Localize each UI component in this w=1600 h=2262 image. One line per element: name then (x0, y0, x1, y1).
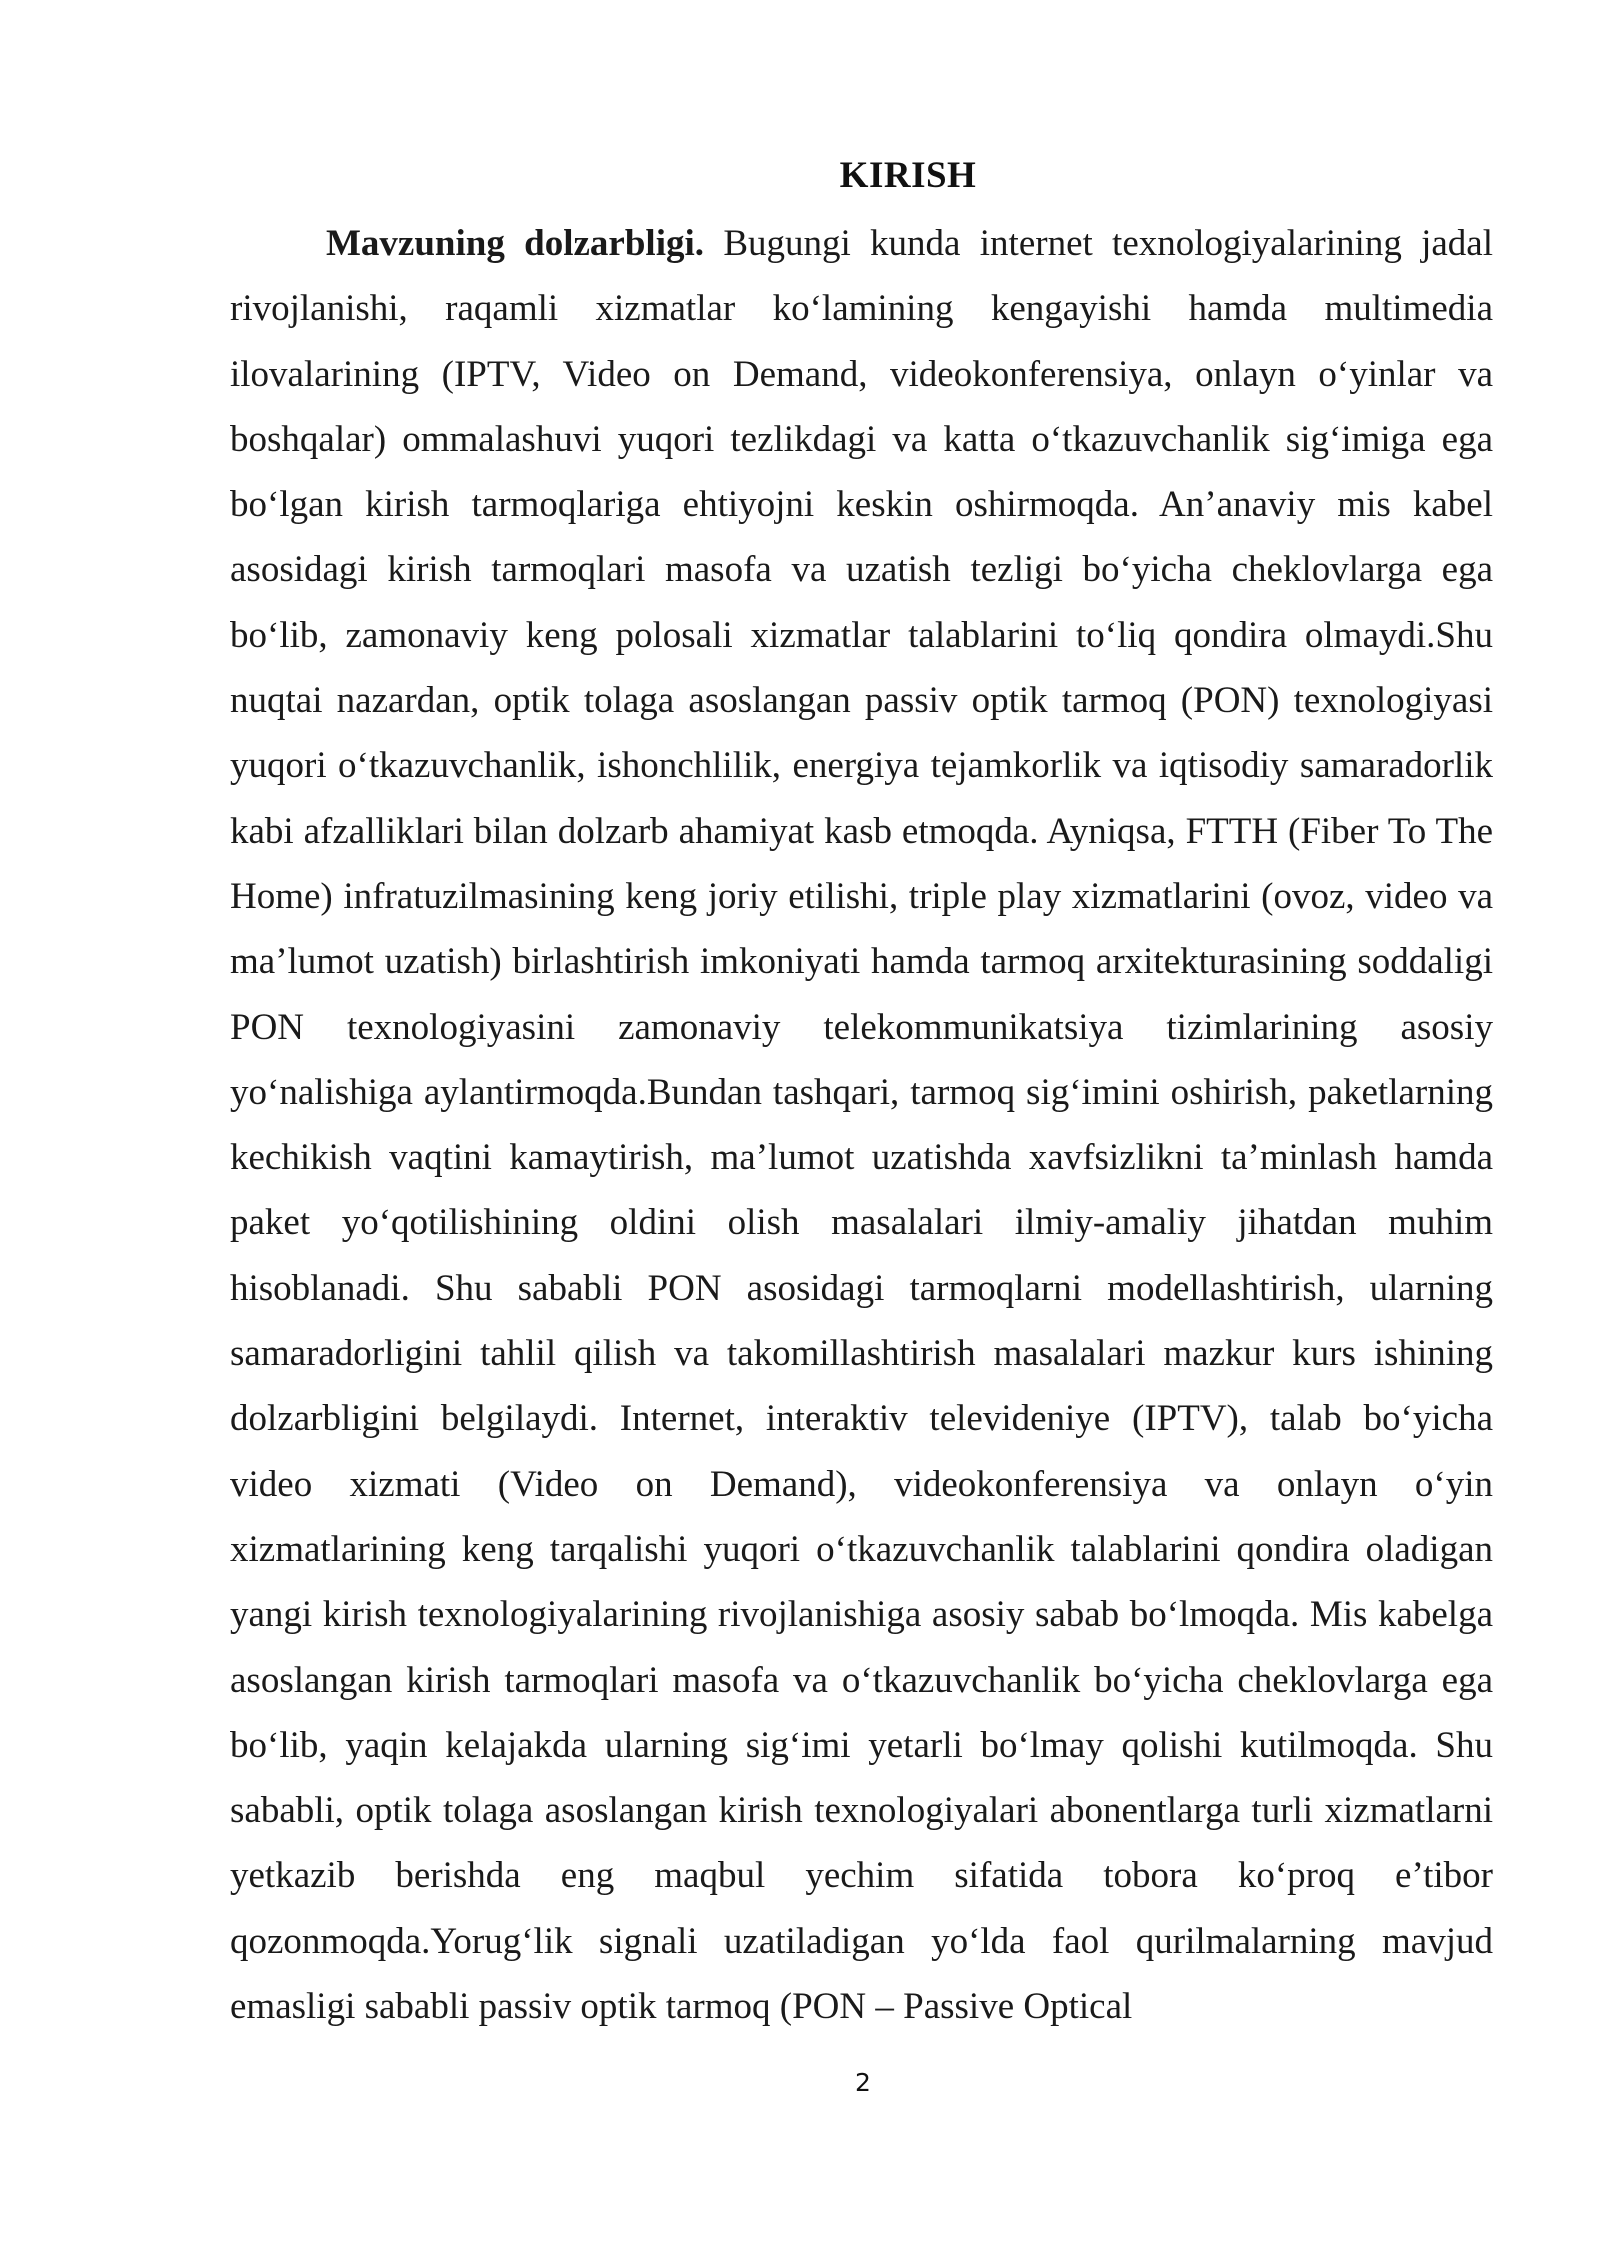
section-heading: KIRISH (839, 155, 977, 196)
page-number: 2 (855, 2068, 871, 2097)
body-paragraph (230, 211, 1493, 2039)
paragraph-text: Bugungi kunda internet texnologiyalarining jadal rivojlanishi, raqamli xizmatlar ko‘lamining kengayishi hamda multimedia ilovalarining (IPTV, Video on Demand, videokonferensiya, onlayn o‘yinlar va boshqalar) ommalashuvi yuqori tezlikdagi va katta o‘tkazuvchanlik sig‘imiga ega bo‘lgan kirish tarmoqlariga ehtiyojni keskin oshirmoqda. An’anaviy mis kabel asosidagi kirish tarmoqlari masofa va uzatish tezligi bo‘yicha cheklovlarga ega bo‘lib, zamonaviy keng polosali xizmatlar talablarini to‘liq qondira olmaydi.Shu nuqtai nazardan, optik tolaga asoslangan passiv optik tarmoq (PON) texnologiyasi yuqori o‘tkazuvchanlik, ishonchlilik, energiya tejamkorlik va iqtisodiy samaradorlik kabi afzalliklari bilan dolzarb ahamiyat kasb etmoqda. Ayniqsa, FTTH (Fiber To The Home) infratuzilmasining keng joriy etilishi, triple play xizmatlarini (ovoz, video va ma’lumot uzatish) birlashtirish imkoniyati hamda tarmoq arxitekturasining soddaligi PON texnologiyasini zamonaviy telekommunikatsiya tizimlarining asosiy yo‘nalishiga aylantirmoqda.Bundan tashqari, tarmoq sig‘imini oshirish, paketlarning kechikish vaqtini kamaytirish, ma’lumot uzatishda xavfsizlikni ta’minlash hamda paket yo‘qotilishining oldini olish masalalari ilmiy-amaliy jihatdan muhim hisoblanadi. Shu sababli PON asosidagi tarmoqlarni modellashtirish, ularning samaradorligini tahlil qilish va takomillashtirish masalalari mazkur kurs ishining dolzarbligini belgilaydi. Internet, interaktiv televideniye (IPTV), talab bo‘yicha video xizmati (Video on Demand), videokonferensiya va onlayn o‘yin xizmatlarining keng tarqalishi yuqori o‘tkazuvchanlik talablarini qondira oladigan yangi kirish texnologiyalarining rivojlanishiga asosiy sabab bo‘lmoqda. Mis kabelga asoslangan kirish tarmoqlari masofa va o‘tkazuvchanlik bo‘yicha cheklovlarga ega bo‘lib, yaqin kelajakda ularning sig‘imi yetarli bo‘lmay qolishi kutilmoqda. Shu sababli, optik tolaga asoslangan kirish texnologiyalari abonentlarga turli xizmatlarni yetkazib berishda eng maqbul yechim sifatida tobora ko‘proq e’tibor qozonmoqda.Yorug‘lik signali uzatiladigan yo‘lda faol qurilmalarning mavjud emasligi sababli passiv optik tarmoq (PON – Passive Optical (230, 223, 1494, 2028)
lead-phrase: Mavzuning dolzarbligi. (326, 223, 705, 264)
